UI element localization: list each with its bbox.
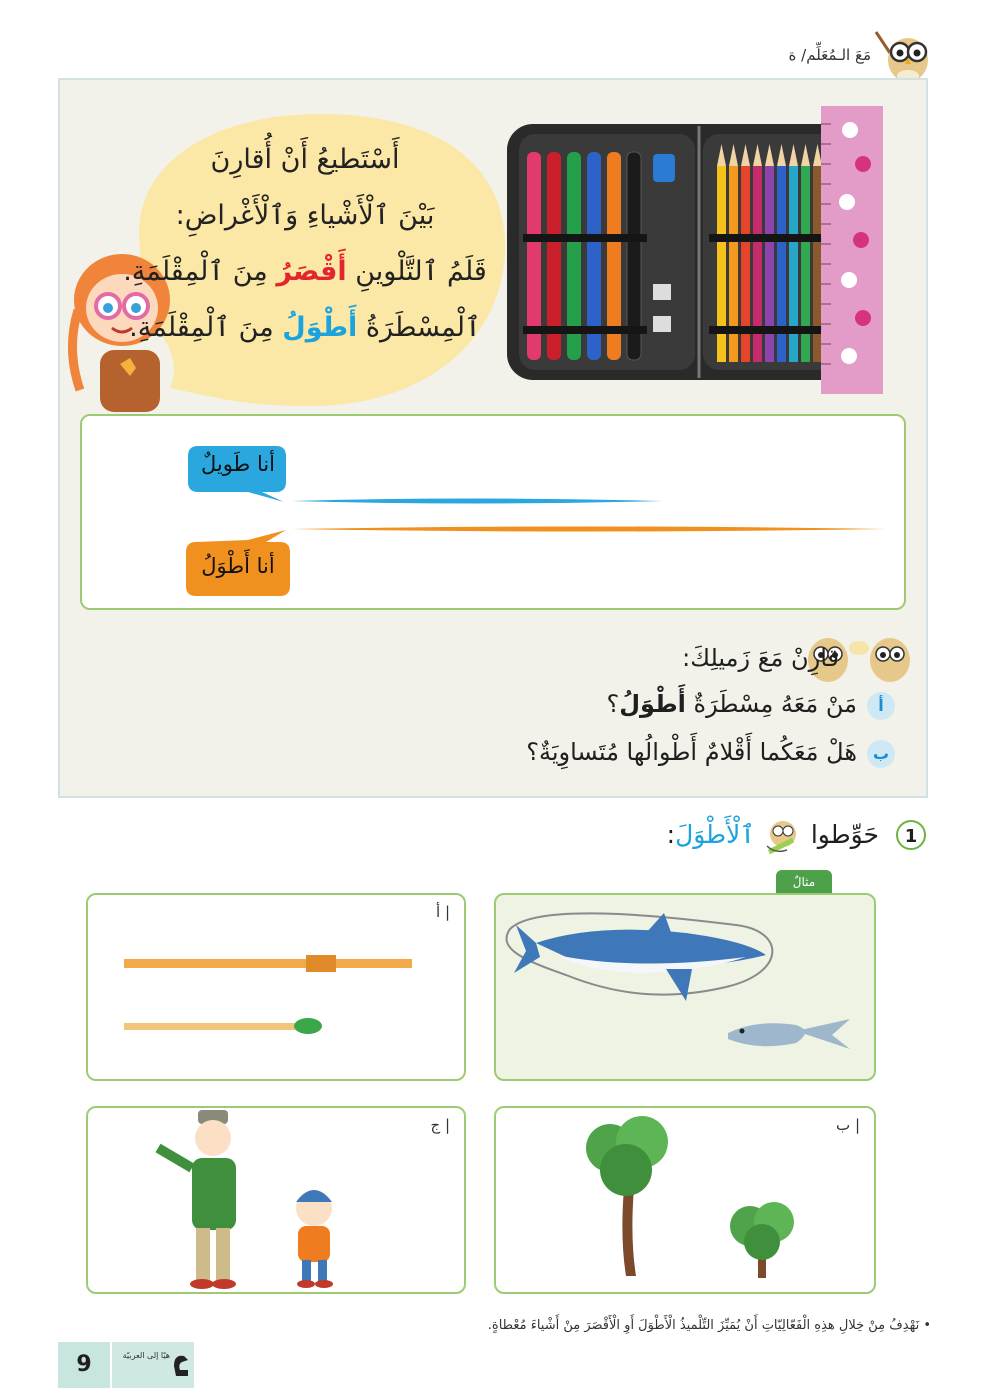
- question-b-badge: ب: [867, 740, 895, 768]
- question-a-text-end: ؟: [606, 690, 620, 718]
- intro-line-3: [120, 244, 490, 300]
- small-fish-icon: [728, 1019, 850, 1049]
- intro-line-3-start: قَلَمُ ٱلتَّلْوينِ: [346, 256, 487, 287]
- question-a-text-start: مَنْ مَعَهُ مِسْطَرَةٌ: [685, 690, 857, 718]
- question-b-text: هَلْ مَعَكُما أَقْلامٌ أَطْوالُها مُتَساوِيَةٌ؟: [526, 738, 857, 766]
- orange-line-label: أنا أَطْوَلُ: [201, 554, 275, 578]
- activity-title-verb: حَوِّطوا: [810, 820, 879, 849]
- intro-text: [120, 132, 490, 356]
- straw-and-match-illustration: [88, 895, 464, 1079]
- word-shorter: أَقْصَرُ: [276, 256, 347, 287]
- header-label: مَعَ الـمُعَلِّم/ ة: [788, 46, 871, 64]
- trees-illustration: [496, 1108, 874, 1292]
- word-longer: أَطْوَلُ: [282, 312, 358, 343]
- speech-bubble-blue: [188, 442, 288, 502]
- man-and-boy-illustration: [88, 1108, 464, 1292]
- example-fish-illustration: [496, 895, 874, 1079]
- activity-number: 1: [896, 820, 926, 850]
- card-b: [494, 1106, 876, 1294]
- publisher-logo-text: هيّا إلى العربيّة: [122, 1351, 170, 1360]
- card-a: [86, 893, 466, 1081]
- question-a-text: [606, 690, 857, 718]
- publisher-logo: [112, 1342, 194, 1388]
- card-a-label: أ |: [436, 903, 450, 921]
- shark-icon: [514, 913, 766, 1001]
- activity-title: [667, 818, 879, 854]
- question-b: [526, 738, 890, 766]
- card-c-label: ج |: [430, 1116, 450, 1134]
- footnote: • نَهْدِفُ مِنْ خِلالِ هذِهِ الْفَعّالِيّاتِ أَنْ يُمَيِّزَ التِّلْميذُ الْأَطْوَلَ أَوِ الْأَقْصَرَ مِنْ أَشْياءَ مُعْطاةٍ.: [487, 1318, 931, 1333]
- pencil-case-illustration: [505, 104, 907, 396]
- tall-tree-icon: [586, 1116, 668, 1276]
- card-b-label: ب |: [836, 1116, 860, 1134]
- match-icon: [124, 1018, 322, 1034]
- blue-line: [292, 496, 662, 506]
- question-a: [606, 690, 884, 718]
- boy-icon: [296, 1190, 333, 1288]
- example-tag: مثالٌ: [776, 870, 832, 894]
- question-a-bold: أَطْوَلُ: [619, 690, 686, 718]
- intro-line-4-start: ٱلْمِسْطَرَةُ: [357, 312, 481, 343]
- short-tree-icon: [730, 1202, 794, 1278]
- example-card: [494, 893, 876, 1081]
- activity-title-colon: :: [666, 820, 676, 849]
- man-icon: [158, 1110, 236, 1289]
- intro-line-4-end: مِنَ ٱلْمِقْلَمَةِ.: [129, 312, 283, 343]
- speech-bubble-orange: [186, 530, 290, 598]
- publisher-logo-icon: [172, 1352, 190, 1378]
- page-number: 9: [58, 1342, 110, 1388]
- owl-pencil-icon: [763, 818, 803, 854]
- activity-title-highlight: ٱلْأَطْوَلَ: [675, 820, 755, 849]
- compare-title: قارِنْ مَعَ زَميلِكَ:: [682, 644, 839, 672]
- intro-line-4: [120, 300, 490, 356]
- card-c: [86, 1106, 466, 1294]
- orange-line: [292, 524, 886, 534]
- blue-line-label: أنا طَويلٌ: [200, 452, 276, 476]
- intro-line-1: أَسْتَطيعُ أَنْ أُقارِنَ: [210, 144, 400, 175]
- intro-line-2: بَيْنَ ٱلْأَشْياءِ وَٱلْأَغْراضِ:: [175, 200, 435, 231]
- owl-teacher-icon: [872, 26, 934, 84]
- straw-icon: [124, 955, 412, 972]
- question-a-badge: أ: [867, 692, 895, 720]
- intro-line-3-end: مِنَ ٱلْمِقْلَمَةِ.: [123, 256, 277, 287]
